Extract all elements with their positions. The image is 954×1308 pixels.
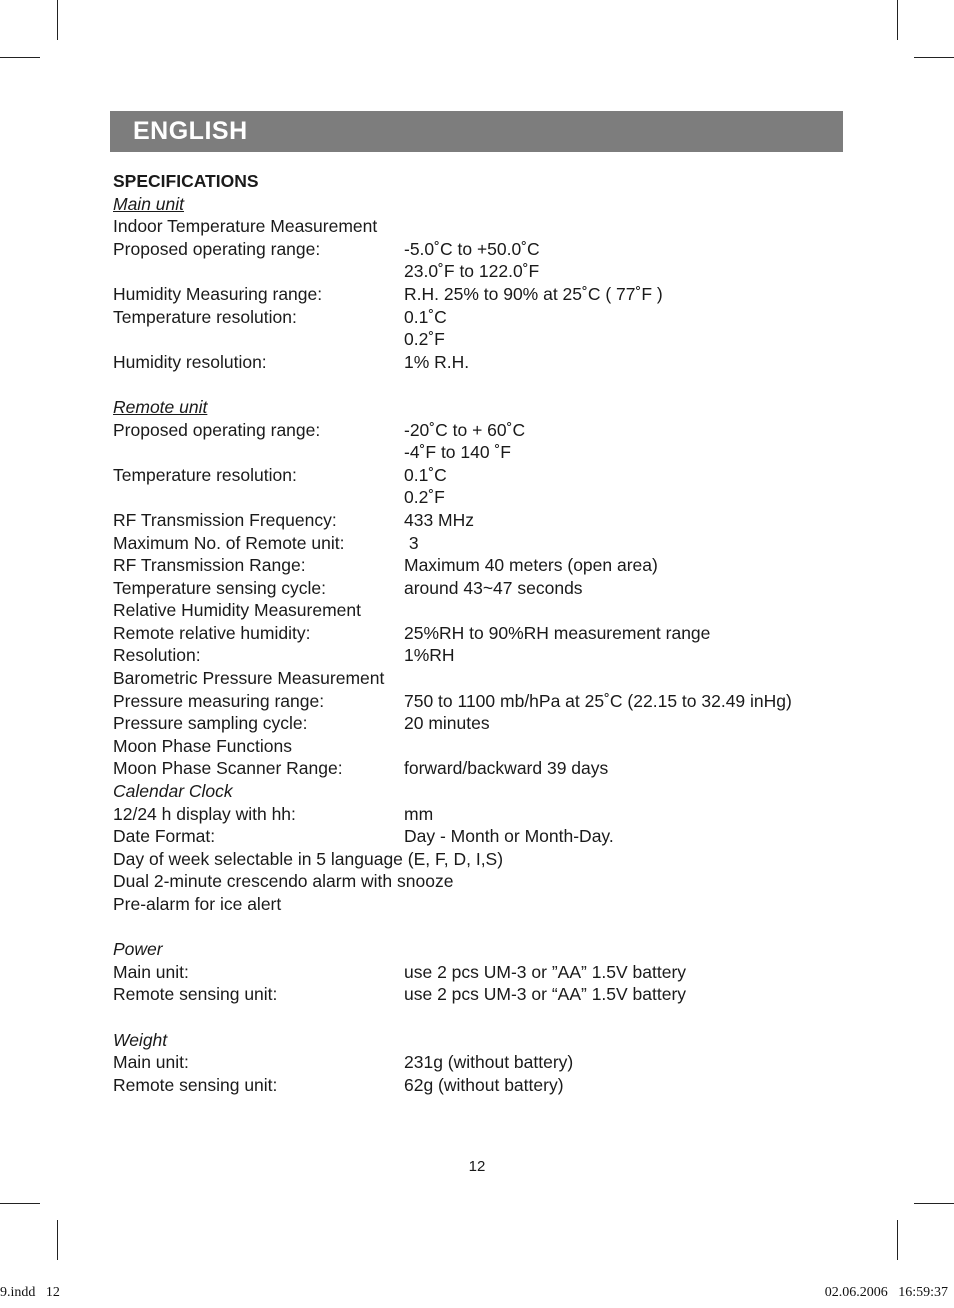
spec-label: 12/24 h display with hh: bbox=[113, 803, 296, 824]
spec-row bbox=[113, 961, 848, 984]
spec-value: 0.2˚F bbox=[404, 487, 445, 508]
specifications-section bbox=[113, 170, 848, 1096]
spec-label: Temperature sensing cycle: bbox=[113, 577, 327, 598]
spec-value: 25%RH to 90%RH measurement range bbox=[404, 622, 711, 643]
spec-row bbox=[113, 260, 848, 283]
spec-value: Day - Month or Month-Day. bbox=[404, 826, 614, 847]
crop-mark-bottom-left-v bbox=[57, 1220, 58, 1260]
spec-value: -20˚C to + 60˚C bbox=[404, 419, 526, 440]
moon-heading: Moon Phase Functions bbox=[113, 735, 292, 756]
spec-label: Maximum No. of Remote unit: bbox=[113, 532, 345, 553]
crop-mark-top-left-v bbox=[57, 0, 58, 40]
spec-row bbox=[113, 554, 848, 577]
calendar-clock-title: Calendar Clock bbox=[113, 781, 233, 802]
spec-label: Remote relative humidity: bbox=[113, 622, 311, 643]
spec-value: 1%RH bbox=[404, 645, 455, 666]
spec-row bbox=[113, 351, 848, 374]
language-title: ENGLISH bbox=[133, 117, 248, 145]
spec-row bbox=[113, 1074, 848, 1097]
crop-mark-top-left-h bbox=[0, 57, 40, 58]
spec-row bbox=[113, 1051, 848, 1074]
spec-row bbox=[113, 419, 848, 442]
indoor-temp-heading: Indoor Temperature Measurement bbox=[113, 216, 378, 237]
calendar-line: Day of week selectable in 5 language (E, F, D, I,S) bbox=[113, 848, 504, 869]
slug-timestamp: 02.06.2006 16:59:37 bbox=[824, 1285, 948, 1300]
spec-label: Temperature resolution: bbox=[113, 464, 297, 485]
spec-row bbox=[113, 532, 848, 555]
spec-label: Pressure measuring range: bbox=[113, 690, 325, 711]
spec-label: Humidity resolution: bbox=[113, 351, 267, 372]
language-header bbox=[110, 111, 843, 152]
spec-value: 0.1˚C bbox=[404, 306, 447, 327]
spec-value: 23.0˚F to 122.0˚F bbox=[404, 261, 540, 282]
spec-row bbox=[113, 622, 848, 645]
spec-value: 0.2˚F bbox=[404, 329, 445, 350]
spec-row bbox=[113, 328, 848, 351]
spec-row bbox=[113, 803, 848, 826]
spec-label: RF Transmission Range: bbox=[113, 555, 306, 576]
spec-value: 0.1˚C bbox=[404, 464, 447, 485]
crop-mark-bottom-right-v bbox=[897, 1220, 898, 1260]
spec-value: 433 MHz bbox=[404, 509, 475, 530]
spec-value: -4˚F to 140 ˚F bbox=[404, 442, 511, 463]
spec-value: use 2 pcs UM-3 or “AA” 1.5V battery bbox=[404, 984, 687, 1005]
spec-value: around 43~47 seconds bbox=[404, 577, 583, 598]
page-number: 12 bbox=[468, 1158, 486, 1175]
spec-label: Date Format: bbox=[113, 826, 216, 847]
humidity-heading: Relative Humidity Measurement bbox=[113, 600, 362, 621]
spec-row bbox=[113, 486, 848, 509]
remote-unit-title: Remote unit bbox=[113, 396, 208, 417]
crop-mark-bottom-left-h bbox=[0, 1203, 40, 1204]
crop-mark-bottom-right-h bbox=[914, 1203, 954, 1204]
spec-label: Proposed operating range: bbox=[113, 419, 321, 440]
spec-value: 750 to 1100 mb/hPa at 25˚C (22.15 to 32.49 inHg) bbox=[404, 690, 792, 711]
spec-label: Main unit: bbox=[113, 961, 189, 982]
spec-row bbox=[113, 306, 848, 329]
spec-label: Remote sensing unit: bbox=[113, 1074, 278, 1095]
spec-row bbox=[113, 825, 848, 848]
spec-row bbox=[113, 983, 848, 1006]
spec-value: mm bbox=[404, 803, 434, 824]
slug-file-info: 9.indd 12 bbox=[0, 1285, 60, 1300]
calendar-line: Dual 2-minute crescendo alarm with snooze bbox=[113, 871, 454, 892]
power-title: Power bbox=[113, 939, 163, 960]
spec-row bbox=[113, 509, 848, 532]
spec-value: 62g (without battery) bbox=[404, 1074, 564, 1095]
spec-value: R.H. 25% to 90% at 25˚C ( 77˚F ) bbox=[404, 283, 663, 304]
spec-value: 3 bbox=[404, 532, 419, 553]
spec-row bbox=[113, 712, 848, 735]
spec-label: Proposed operating range: bbox=[113, 238, 321, 259]
spec-row bbox=[113, 577, 848, 600]
spec-label: Remote sensing unit: bbox=[113, 984, 278, 1005]
pressure-heading: Barometric Pressure Measurement bbox=[113, 668, 385, 689]
calendar-line: Pre-alarm for ice alert bbox=[113, 894, 282, 914]
crop-mark-top-right-v bbox=[897, 0, 898, 40]
spec-label: Humidity Measuring range: bbox=[113, 283, 323, 304]
spec-value: forward/backward 39 days bbox=[404, 758, 609, 779]
spec-row bbox=[113, 441, 848, 464]
spec-value: Maximum 40 meters (open area) bbox=[404, 555, 658, 576]
spec-label: RF Transmission Frequency: bbox=[113, 509, 337, 530]
spec-row bbox=[113, 283, 848, 306]
spec-row bbox=[113, 644, 848, 667]
spec-label: Resolution: bbox=[113, 645, 201, 666]
spec-row bbox=[113, 464, 848, 487]
spec-label: Main unit: bbox=[113, 1052, 189, 1073]
spec-value: 20 minutes bbox=[404, 713, 490, 734]
spec-label: Moon Phase Scanner Range: bbox=[113, 758, 343, 779]
spec-value: 231g (without battery) bbox=[404, 1052, 574, 1073]
spec-row bbox=[113, 690, 848, 713]
spec-value: 1% R.H. bbox=[404, 351, 470, 372]
spec-row bbox=[113, 238, 848, 261]
spec-label: Pressure sampling cycle: bbox=[113, 713, 308, 734]
crop-mark-top-right-h bbox=[914, 57, 954, 58]
spec-row bbox=[113, 757, 848, 780]
spec-label: Temperature resolution: bbox=[113, 306, 297, 327]
weight-title: Weight bbox=[113, 1029, 168, 1050]
main-unit-title: Main unit bbox=[113, 193, 185, 214]
spec-value: -5.0˚C to +50.0˚C bbox=[404, 238, 540, 259]
spec-value: use 2 pcs UM-3 or ”AA” 1.5V battery bbox=[404, 961, 687, 982]
specifications-heading: SPECIFICATIONS bbox=[113, 171, 259, 191]
